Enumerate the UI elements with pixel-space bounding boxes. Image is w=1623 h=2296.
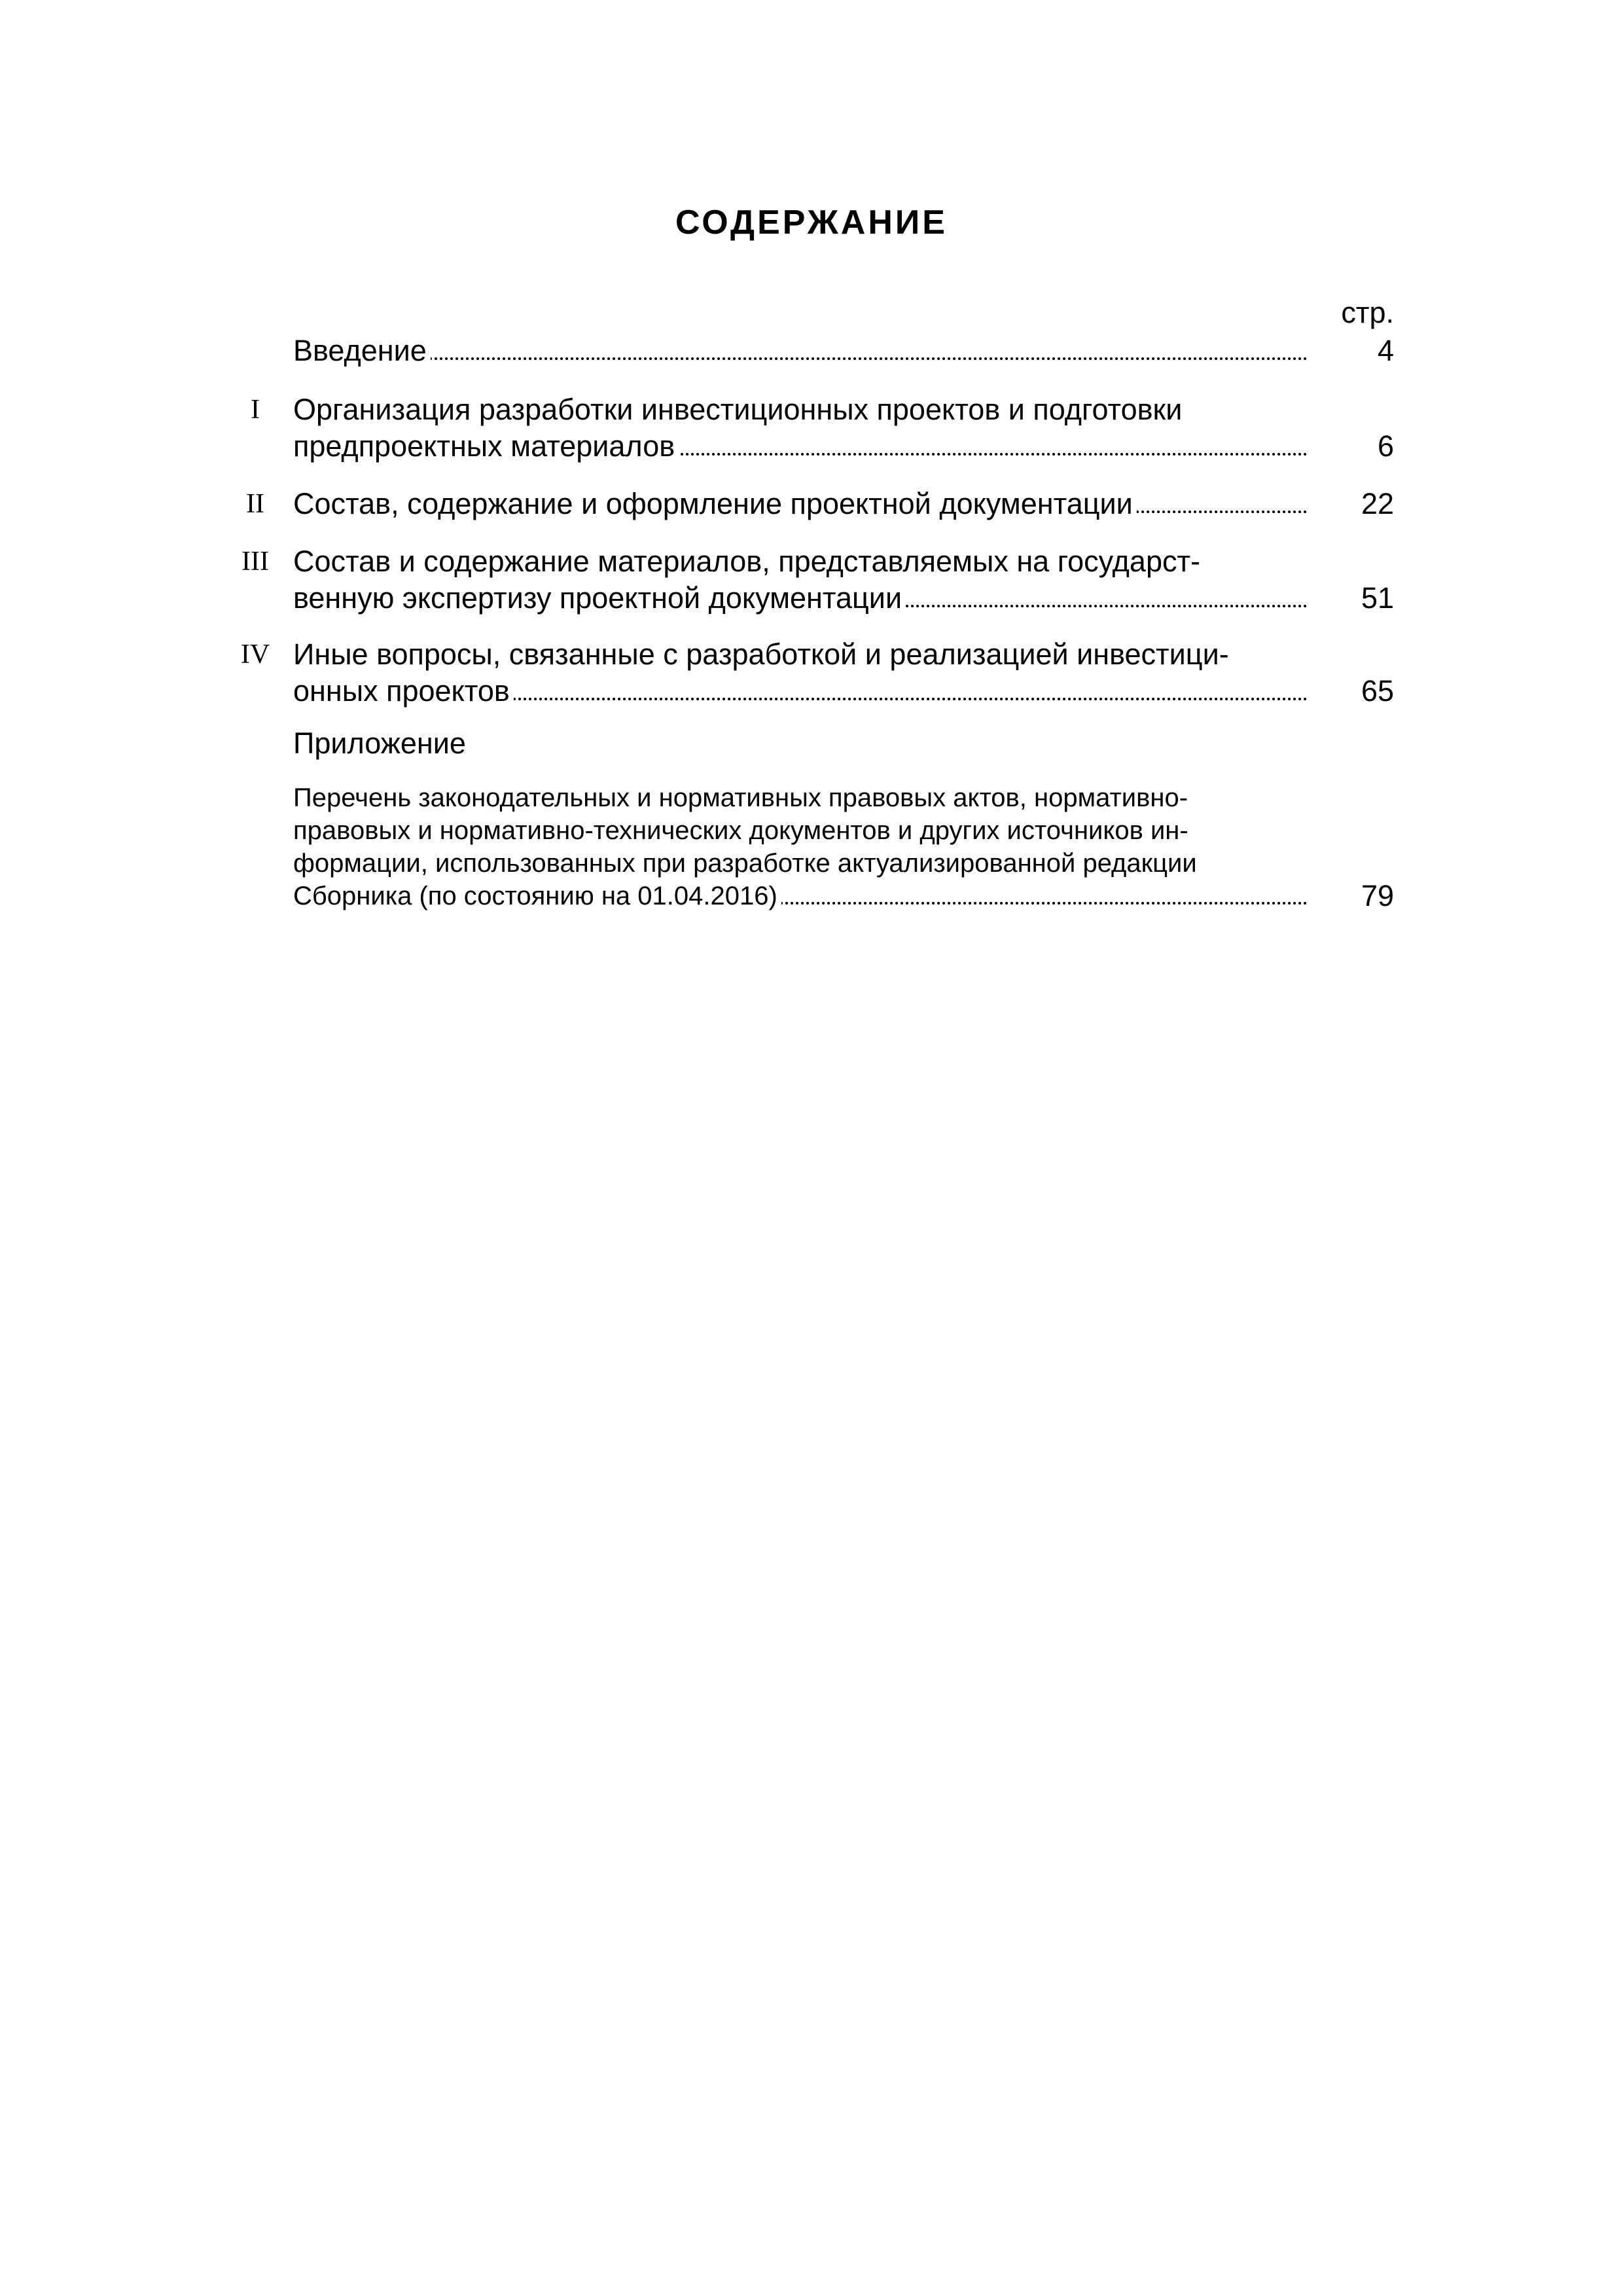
toc-entry-line xyxy=(293,880,1308,912)
toc-entry-line xyxy=(293,580,1308,617)
toc-entry-page: 6 xyxy=(1377,429,1394,463)
toc-entry-line xyxy=(293,673,1308,709)
toc-entry-title: Введение xyxy=(293,334,431,367)
toc-entry-line xyxy=(293,428,1308,465)
toc-entry-line xyxy=(293,486,1308,522)
appendix-heading: Приложение xyxy=(293,726,466,760)
section-number: IV xyxy=(240,639,270,670)
toc-entry-title: онных проектов xyxy=(293,674,514,708)
appendix-title-line: правовых и нормативно-технических документов и других источников ин- xyxy=(293,816,1188,845)
toc-entry-page: 51 xyxy=(1361,581,1394,615)
toc-entry-title: Сборника (по состоянию на 01.04.2016) xyxy=(293,882,781,910)
section-number: III xyxy=(241,547,269,577)
appendix-title-line: формации, использованных при разработке актуализированной редакции xyxy=(293,849,1197,878)
toc-entry-page: 65 xyxy=(1361,674,1394,708)
toc-entry-title-line: Состав и содержание материалов, представляемых на государст- xyxy=(293,545,1201,578)
page-title: СОДЕРЖАНИЕ xyxy=(675,204,948,242)
toc-entry-page: 4 xyxy=(1377,334,1394,367)
toc-entry-page: 22 xyxy=(1361,487,1394,520)
appendix-title-line: Перечень законодательных и нормативных правовых актов, нормативно- xyxy=(293,783,1188,812)
section-number: II xyxy=(246,489,264,519)
toc-entry-title: предпроектных материалов xyxy=(293,429,679,463)
toc-entry-title: венную экспертизу проектной документации xyxy=(293,581,906,615)
section-number: I xyxy=(251,395,260,425)
toc-entry-title-line: Иные вопросы, связанные с разработкой и реализацией инвестици- xyxy=(293,637,1229,671)
dot-leader xyxy=(293,357,1308,360)
toc-entry-title-line: Организация разработки инвестиционных проектов и подготовки xyxy=(293,393,1183,426)
toc-entry-title: Состав, содержание и оформление проектной документации xyxy=(293,487,1137,520)
toc-entry-line xyxy=(293,332,1308,369)
toc-entry-page: 79 xyxy=(1361,879,1394,912)
page-column-header: стр. xyxy=(1341,296,1394,329)
